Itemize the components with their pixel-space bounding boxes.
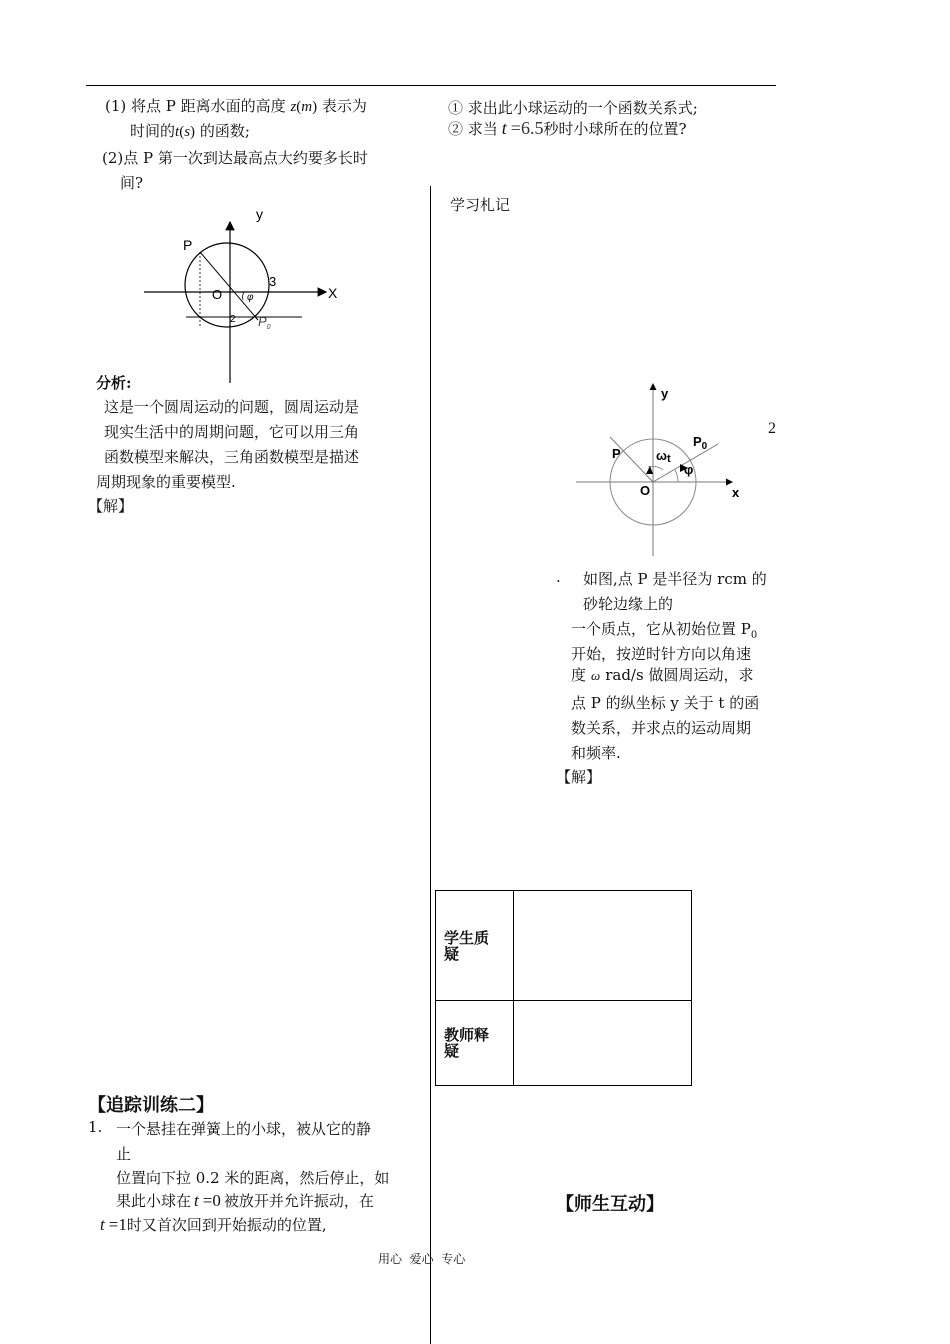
qa-table-col-divider <box>513 890 514 1085</box>
fig1-label-P: P <box>183 237 193 253</box>
example-dot: . <box>556 568 561 586</box>
track-training-title: 【追踪训练二】 <box>88 1095 214 1116</box>
exercise-1-number: 1. <box>88 1118 103 1136</box>
analysis-title: 分析: <box>96 374 132 392</box>
exercise-1-line-1: 一个悬挂在弹簧上的小球，被从它的静 <box>116 1120 372 1138</box>
question-1-line-2: 时间的t(s) 的函数; <box>130 122 250 140</box>
exercise-1-line-2: 止 <box>116 1145 132 1163</box>
top-rule <box>86 85 776 86</box>
column-divider <box>430 186 431 1344</box>
qa-row1-label: 学生质 疑 <box>444 930 490 963</box>
example-line-3: 一个质点，它从初始位置 $P_0$ <box>571 620 758 641</box>
wheel-figure <box>140 200 350 390</box>
solution-label-right: 【解】 <box>556 768 602 786</box>
exercise-1-line-4: 果此小球在 t =0 被放开并允许振动，在 <box>116 1191 374 1210</box>
notes-title: 学习札记 <box>450 196 511 214</box>
question-1-line-1: (1) 将点 P 距离水面的高度 z(m) 表示为 <box>105 97 367 115</box>
fig2-label-y: y <box>661 386 669 401</box>
fig2-label-omega-t: ωt <box>656 448 671 465</box>
analysis-line-4: 周期现象的重要模型. <box>96 473 236 491</box>
fig2-label-O: O <box>640 483 651 498</box>
example-line-5: 度 ω rad/s 做圆周运动，求 <box>571 666 754 684</box>
example-line-8: 和频率. <box>571 744 621 762</box>
fig1-label-X: X <box>328 285 338 301</box>
qa-row1-answer-area[interactable] <box>515 892 689 998</box>
fig2-label-phi: φ <box>684 462 694 477</box>
fig1-label-O: O <box>212 287 223 302</box>
analysis-line-1: 这是一个圆周运动的问题，圆周运动是 <box>104 398 360 416</box>
fig1-label-2: 2 <box>230 314 236 325</box>
page-number: 2 <box>768 420 776 437</box>
exercise-1-line-5: t =1时又首次回到开始振动的位置, <box>100 1215 327 1234</box>
interaction-title: 【师生互动】 <box>556 1194 664 1215</box>
fig2-label-x: x <box>732 485 740 500</box>
example-line-4: 开始，按逆时针方向以角速 <box>571 645 752 663</box>
analysis-line-3: 函数模型来解决，三角函数模型是描述 <box>104 448 360 466</box>
qa-table-row-divider <box>435 1000 691 1001</box>
analysis-line-2: 现实生活中的周期问题，它可以用三角 <box>104 423 360 441</box>
example-line-2: 砂轮边缘上的 <box>583 595 674 613</box>
qa-row2-label: 教师释 疑 <box>444 1027 490 1060</box>
qa-row2-answer-area[interactable] <box>515 1003 689 1083</box>
example-line-6: 点 P 的纵坐标 y 关于 t 的函 <box>571 694 760 712</box>
solution-label-left: 【解】 <box>88 497 134 515</box>
fig2-label-P0: $P_0$ <box>693 434 708 452</box>
question-2-line-1: (2)点 P 第一次到达最高点大约要多长时 <box>102 149 368 167</box>
fig1-label-P0: $P_0$ <box>258 314 271 331</box>
grinding-wheel-figure <box>570 380 755 558</box>
exercise-1-line-3: 位置向下拉 0.2 米的距离，然后停止，如 <box>116 1169 390 1187</box>
fig1-label-y: y <box>256 206 263 222</box>
fig1-label-3: 3 <box>269 274 277 289</box>
example-line-1: 如图,点 P 是半径为 rcm 的 <box>583 570 767 588</box>
example-line-7: 数关系，并求点的运动周期 <box>571 719 752 737</box>
fig1-label-phi: φ <box>247 292 254 303</box>
footer-motto: 用心 爱心 专心 <box>378 1252 466 1266</box>
fig2-label-P: P <box>612 446 621 461</box>
question-2-line-2: 间? <box>120 174 144 192</box>
sub-question-2: ② 求当 t =6.5秒时小球所在的位置? <box>448 118 687 138</box>
sub-question-1: ① 求出此小球运动的一个函数关系式; <box>448 99 698 117</box>
